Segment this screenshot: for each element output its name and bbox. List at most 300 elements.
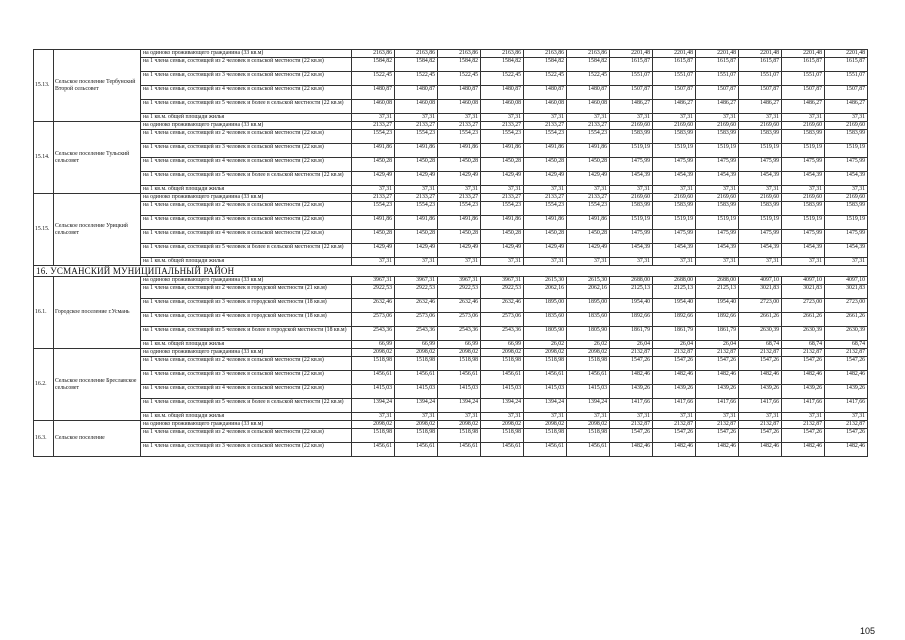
section-header-row — [34, 266, 868, 277]
value-cell: 1456,61 — [395, 443, 438, 457]
value-cell: 3021,83 — [739, 285, 782, 299]
value-cell: 2688,00 — [696, 277, 739, 285]
value-cell: 1554,23 — [395, 130, 438, 144]
value-cell: 1482,46 — [825, 371, 868, 385]
value-cell: 1475,99 — [825, 230, 868, 244]
value-cell: 37,31 — [610, 413, 653, 421]
row-description: на 1 члена семьи, состоящей из 2 человек в сельской местности (22 кв.м) — [141, 58, 352, 72]
value-cell: 37,31 — [739, 186, 782, 194]
value-cell: 1491,86 — [395, 216, 438, 230]
value-cell: 2661,26 — [782, 313, 825, 327]
value-cell: 1615,87 — [739, 58, 782, 72]
value-cell: 2169,60 — [739, 122, 782, 130]
value-cell: 1554,23 — [395, 202, 438, 216]
value-cell: 26,04 — [653, 341, 696, 349]
value-cell: 1892,66 — [696, 313, 739, 327]
value-cell: 1394,24 — [352, 399, 395, 413]
value-cell: 1547,26 — [653, 429, 696, 443]
table-row — [34, 144, 868, 158]
table-row — [34, 357, 868, 371]
value-cell: 37,31 — [481, 258, 524, 266]
settlement-code: 16.1. — [34, 277, 54, 349]
value-cell: 1584,82 — [567, 58, 610, 72]
value-cell: 1615,87 — [696, 58, 739, 72]
value-cell: 1519,19 — [653, 216, 696, 230]
value-cell: 1583,99 — [653, 130, 696, 144]
value-cell: 2098,02 — [481, 421, 524, 429]
value-cell: 37,31 — [825, 258, 868, 266]
value-cell: 1518,98 — [524, 357, 567, 371]
value-cell: 2543,36 — [395, 327, 438, 341]
value-cell: 1895,00 — [524, 299, 567, 313]
value-cell: 1518,98 — [438, 429, 481, 443]
value-cell: 1450,28 — [352, 230, 395, 244]
row-description: на 1 члена семьи, состоящей из 2 человек в сельской местности (22 кв.м) — [141, 202, 352, 216]
page-number: 105 — [859, 626, 875, 636]
value-cell: 1450,28 — [524, 158, 567, 172]
value-cell: 1522,45 — [395, 72, 438, 86]
value-cell: 1518,98 — [352, 429, 395, 443]
value-cell: 3967,31 — [481, 277, 524, 285]
value-cell: 1584,82 — [395, 58, 438, 72]
row-description: на 1 члена семьи, состоящей из 3 человек в сельской местности (22 кв.м) — [141, 443, 352, 457]
value-cell: 1475,99 — [782, 158, 825, 172]
row-description: на 1 кв.м. общей площади жилья — [141, 114, 352, 122]
value-cell: 2098,02 — [481, 349, 524, 357]
value-cell: 3967,31 — [352, 277, 395, 285]
table-row — [34, 399, 868, 413]
value-cell: 2132,87 — [653, 349, 696, 357]
value-cell: 1507,87 — [739, 86, 782, 100]
row-description: на 1 члена семьи, состоящей из 4 человек в сельской местности (22 кв.м) — [141, 158, 352, 172]
row-description: на 1 члена семьи, состоящей из 2 человек в городской местности (21 кв.м) — [141, 285, 352, 299]
table-row — [34, 216, 868, 230]
table-row — [34, 277, 868, 285]
table-row — [34, 443, 868, 457]
value-cell: 1439,26 — [653, 385, 696, 399]
value-cell: 1491,86 — [524, 144, 567, 158]
value-cell: 1583,99 — [739, 202, 782, 216]
table-row — [34, 349, 868, 357]
value-cell: 2133,27 — [395, 194, 438, 202]
value-cell: 1551,07 — [739, 72, 782, 86]
value-cell: 2630,39 — [782, 327, 825, 341]
value-cell: 2201,48 — [825, 50, 868, 58]
table-row — [34, 258, 868, 266]
value-cell: 68,74 — [782, 341, 825, 349]
value-cell: 1417,66 — [696, 399, 739, 413]
value-cell: 1482,46 — [696, 371, 739, 385]
value-cell: 1450,28 — [524, 230, 567, 244]
table-row — [34, 86, 868, 100]
value-cell: 2723,00 — [825, 299, 868, 313]
table-row — [34, 371, 868, 385]
value-cell: 1486,27 — [696, 100, 739, 114]
value-cell: 1554,23 — [524, 130, 567, 144]
value-cell: 1954,40 — [610, 299, 653, 313]
value-cell: 1460,08 — [567, 100, 610, 114]
table-row — [34, 194, 868, 202]
value-cell: 1460,08 — [481, 100, 524, 114]
value-cell: 37,31 — [825, 413, 868, 421]
value-cell: 1551,07 — [653, 72, 696, 86]
value-cell: 1615,87 — [653, 58, 696, 72]
value-cell: 1454,39 — [610, 244, 653, 258]
value-cell: 1394,24 — [481, 399, 524, 413]
value-cell: 1429,49 — [567, 172, 610, 186]
value-cell: 1584,82 — [524, 58, 567, 72]
value-cell: 1482,46 — [653, 371, 696, 385]
value-cell: 3967,31 — [395, 277, 438, 285]
value-cell: 1456,61 — [481, 443, 524, 457]
value-cell: 2688,00 — [610, 277, 653, 285]
value-cell: 1519,19 — [610, 144, 653, 158]
value-cell: 1554,23 — [481, 130, 524, 144]
value-cell: 37,31 — [696, 114, 739, 122]
value-cell: 1518,98 — [438, 357, 481, 371]
value-cell: 37,31 — [567, 258, 610, 266]
value-cell: 1507,87 — [696, 86, 739, 100]
value-cell: 1456,61 — [395, 371, 438, 385]
value-cell: 1518,98 — [352, 357, 395, 371]
value-cell: 1518,98 — [567, 429, 610, 443]
value-cell: 66,99 — [352, 341, 395, 349]
value-cell: 1439,26 — [739, 385, 782, 399]
table-row — [34, 202, 868, 216]
value-cell: 1547,26 — [696, 429, 739, 443]
value-cell: 1547,26 — [825, 357, 868, 371]
value-cell: 2132,87 — [782, 349, 825, 357]
value-cell: 1456,61 — [567, 371, 610, 385]
value-cell: 2098,02 — [395, 421, 438, 429]
value-cell: 1482,46 — [653, 443, 696, 457]
value-cell: 1583,99 — [739, 130, 782, 144]
value-cell: 1895,00 — [567, 299, 610, 313]
value-cell: 2169,60 — [739, 194, 782, 202]
value-cell: 1480,87 — [438, 86, 481, 100]
value-cell: 2169,60 — [610, 122, 653, 130]
value-cell: 1415,03 — [567, 385, 610, 399]
value-cell: 1491,86 — [524, 216, 567, 230]
row-description: на 1 члена семьи, состоящей из 4 человек в сельской местности (22 кв.м) — [141, 230, 352, 244]
value-cell: 37,31 — [782, 186, 825, 194]
value-cell: 1460,08 — [395, 100, 438, 114]
value-cell: 1456,61 — [524, 443, 567, 457]
value-cell: 1486,27 — [825, 100, 868, 114]
table-row — [34, 285, 868, 299]
value-cell: 1475,99 — [782, 230, 825, 244]
row-description: на 1 члена семьи, состоящей из 4 человек в сельской местности (22 кв.м) — [141, 385, 352, 399]
value-cell: 1583,99 — [825, 202, 868, 216]
value-cell: 1475,99 — [696, 158, 739, 172]
row-description: на одиноко проживающего гражданина (33 кв.м) — [141, 122, 352, 130]
value-cell: 1482,46 — [739, 371, 782, 385]
value-cell: 1486,27 — [653, 100, 696, 114]
table-row — [34, 421, 868, 429]
value-cell: 1547,26 — [610, 357, 653, 371]
value-cell: 2543,36 — [352, 327, 395, 341]
settlement-name: Городское поселение г.Усмань — [54, 277, 141, 349]
value-cell: 2573,06 — [395, 313, 438, 327]
value-cell: 2573,06 — [481, 313, 524, 327]
value-cell: 37,31 — [653, 258, 696, 266]
value-cell: 1429,49 — [395, 244, 438, 258]
value-cell: 2132,87 — [825, 349, 868, 357]
value-cell: 1519,19 — [653, 144, 696, 158]
value-cell: 66,99 — [481, 341, 524, 349]
value-cell: 2688,00 — [653, 277, 696, 285]
table-row — [34, 327, 868, 341]
value-cell: 1491,86 — [352, 216, 395, 230]
value-cell: 1429,49 — [481, 172, 524, 186]
value-cell: 2169,60 — [782, 122, 825, 130]
value-cell: 1583,99 — [825, 130, 868, 144]
value-cell: 4097,10 — [739, 277, 782, 285]
value-cell: 1519,19 — [739, 216, 782, 230]
value-cell: 1554,23 — [352, 130, 395, 144]
value-cell: 1551,07 — [696, 72, 739, 86]
value-cell: 37,31 — [395, 413, 438, 421]
value-cell: 37,31 — [481, 413, 524, 421]
settlement-name: Сельское поселение Тербунский Второй сельсовет — [54, 50, 141, 122]
value-cell: 1454,39 — [739, 244, 782, 258]
row-description: на 1 члена семьи, состоящей из 4 человек в городской местности (18 кв.м) — [141, 313, 352, 327]
value-cell: 37,31 — [524, 258, 567, 266]
value-cell: 37,31 — [352, 114, 395, 122]
value-cell: 2098,02 — [395, 349, 438, 357]
value-cell: 2922,53 — [481, 285, 524, 299]
value-cell: 2132,87 — [696, 349, 739, 357]
value-cell: 1518,98 — [524, 429, 567, 443]
value-cell: 1547,26 — [696, 357, 739, 371]
value-cell: 37,31 — [696, 186, 739, 194]
value-cell: 1547,26 — [739, 429, 782, 443]
value-cell: 26,04 — [610, 341, 653, 349]
value-cell: 1584,82 — [481, 58, 524, 72]
value-cell: 37,31 — [352, 258, 395, 266]
value-cell: 1456,61 — [352, 443, 395, 457]
value-cell: 1417,66 — [782, 399, 825, 413]
value-cell: 1518,98 — [481, 429, 524, 443]
value-cell: 1507,87 — [782, 86, 825, 100]
value-cell: 1429,49 — [438, 244, 481, 258]
value-cell: 1547,26 — [739, 357, 782, 371]
value-cell: 2201,48 — [782, 50, 825, 58]
value-cell: 2615,30 — [567, 277, 610, 285]
settlement-name: Сельское поселение Тульский сельсовет — [54, 122, 141, 194]
value-cell: 3967,31 — [438, 277, 481, 285]
table-row — [34, 114, 868, 122]
value-cell: 1450,28 — [352, 158, 395, 172]
value-cell: 2922,53 — [438, 285, 481, 299]
value-cell: 2098,02 — [352, 421, 395, 429]
row-description: на одиноко проживающего гражданина (33 кв.м) — [141, 421, 352, 429]
value-cell: 1394,24 — [438, 399, 481, 413]
value-cell: 37,31 — [696, 258, 739, 266]
value-cell: 1475,99 — [825, 158, 868, 172]
value-cell: 1554,23 — [524, 202, 567, 216]
row-description: на 1 члена семьи, состоящей из 2 человек в сельской местности (22 кв.м) — [141, 357, 352, 371]
value-cell: 2163,86 — [352, 50, 395, 58]
row-description: на 1 члена семьи, состоящей из 2 человек в сельской местности (22 кв.м) — [141, 130, 352, 144]
value-cell: 1554,23 — [567, 202, 610, 216]
value-cell: 37,31 — [438, 413, 481, 421]
value-cell: 2661,26 — [739, 313, 782, 327]
value-cell: 37,31 — [524, 413, 567, 421]
value-cell: 1429,49 — [438, 172, 481, 186]
value-cell: 1460,08 — [524, 100, 567, 114]
value-cell: 2132,87 — [696, 421, 739, 429]
value-cell: 1454,39 — [696, 244, 739, 258]
value-cell: 1835,60 — [524, 313, 567, 327]
value-cell: 2169,60 — [782, 194, 825, 202]
value-cell: 1615,87 — [782, 58, 825, 72]
value-cell: 37,31 — [610, 186, 653, 194]
row-description: на 1 члена семьи, состоящей из 3 человек в сельской местности (22 кв.м) — [141, 144, 352, 158]
value-cell: 1415,03 — [438, 385, 481, 399]
value-cell: 1554,23 — [567, 130, 610, 144]
value-cell: 1475,99 — [610, 158, 653, 172]
value-cell: 2169,60 — [610, 194, 653, 202]
value-cell: 2132,87 — [739, 349, 782, 357]
value-cell: 4097,10 — [825, 277, 868, 285]
value-cell: 2132,87 — [825, 421, 868, 429]
value-cell: 1456,61 — [438, 443, 481, 457]
value-cell: 1583,99 — [696, 202, 739, 216]
value-cell: 1547,26 — [653, 357, 696, 371]
row-description: на 1 члена семьи, состоящей из 5 человек и более в городской местности (18 кв.м) — [141, 327, 352, 341]
value-cell: 37,31 — [696, 413, 739, 421]
value-cell: 1417,66 — [653, 399, 696, 413]
value-cell: 37,31 — [481, 186, 524, 194]
value-cell: 37,31 — [739, 114, 782, 122]
value-cell: 1439,26 — [696, 385, 739, 399]
value-cell: 2098,02 — [524, 349, 567, 357]
value-cell: 1460,08 — [438, 100, 481, 114]
value-cell: 1482,46 — [739, 443, 782, 457]
value-cell: 1482,46 — [782, 443, 825, 457]
row-description: на 1 члена семьи, состоящей из 4 человек в сельской местности (22 кв.м) — [141, 86, 352, 100]
row-description: на 1 члена семьи, состоящей из 3 человек в городской местности (18 кв.м) — [141, 299, 352, 313]
value-cell: 37,31 — [395, 258, 438, 266]
value-cell: 37,31 — [782, 114, 825, 122]
table-row — [34, 58, 868, 72]
table-row — [34, 244, 868, 258]
value-cell: 1892,66 — [653, 313, 696, 327]
row-description: на 1 члена семьи, состоящей из 5 человек и более в сельской местности (22 кв.м) — [141, 399, 352, 413]
row-description: на одиноко проживающего гражданина (33 кв.м) — [141, 349, 352, 357]
value-cell: 1439,26 — [782, 385, 825, 399]
value-cell: 1805,90 — [567, 327, 610, 341]
value-cell: 1429,49 — [352, 172, 395, 186]
row-description: на 1 члена семьи, состоящей из 3 человек в сельской местности (22 кв.м) — [141, 216, 352, 230]
value-cell: 1454,39 — [696, 172, 739, 186]
row-description: на 1 кв.м. общей площади жилья — [141, 258, 352, 266]
value-cell: 3021,83 — [825, 285, 868, 299]
value-cell: 1482,46 — [825, 443, 868, 457]
row-description: на 1 кв.м. общей площади жилья — [141, 413, 352, 421]
value-cell: 1450,28 — [481, 158, 524, 172]
value-cell: 1429,49 — [524, 172, 567, 186]
value-cell: 2132,87 — [782, 421, 825, 429]
value-cell: 1519,19 — [739, 144, 782, 158]
value-cell: 1417,66 — [610, 399, 653, 413]
value-cell: 1507,87 — [653, 86, 696, 100]
value-cell: 2133,27 — [567, 122, 610, 130]
value-cell: 37,31 — [438, 258, 481, 266]
value-cell: 2125,13 — [610, 285, 653, 299]
settlement-code: 16.2. — [34, 349, 54, 421]
value-cell: 2169,60 — [653, 194, 696, 202]
value-cell: 1415,03 — [481, 385, 524, 399]
value-cell: 1522,45 — [567, 72, 610, 86]
value-cell: 1450,28 — [395, 158, 438, 172]
value-cell: 2133,27 — [524, 122, 567, 130]
value-cell: 1861,79 — [696, 327, 739, 341]
table-row — [34, 50, 868, 58]
value-cell: 1415,03 — [395, 385, 438, 399]
value-cell: 2125,13 — [653, 285, 696, 299]
value-cell: 1519,19 — [825, 144, 868, 158]
value-cell: 1482,46 — [696, 443, 739, 457]
settlement-code: 15.13. — [34, 50, 54, 122]
value-cell: 1415,03 — [524, 385, 567, 399]
value-cell: 2573,06 — [352, 313, 395, 327]
value-cell: 1454,39 — [610, 172, 653, 186]
value-cell: 37,31 — [782, 258, 825, 266]
value-cell: 1486,27 — [782, 100, 825, 114]
value-cell: 37,31 — [352, 413, 395, 421]
value-cell: 2163,86 — [395, 50, 438, 58]
value-cell: 1491,86 — [438, 144, 481, 158]
value-cell: 2098,02 — [567, 349, 610, 357]
value-cell: 2163,86 — [524, 50, 567, 58]
value-cell: 2098,02 — [352, 349, 395, 357]
value-cell: 2169,60 — [825, 122, 868, 130]
value-cell: 1861,79 — [610, 327, 653, 341]
value-cell: 1519,19 — [696, 144, 739, 158]
value-cell: 1450,28 — [481, 230, 524, 244]
value-cell: 1519,19 — [610, 216, 653, 230]
value-cell: 37,31 — [825, 114, 868, 122]
value-cell: 2133,27 — [567, 194, 610, 202]
value-cell: 1519,19 — [782, 144, 825, 158]
value-cell: 1460,08 — [352, 100, 395, 114]
table-row — [34, 230, 868, 244]
value-cell: 2133,27 — [438, 194, 481, 202]
value-cell: 1518,98 — [567, 357, 610, 371]
value-cell: 1480,87 — [395, 86, 438, 100]
value-cell: 1519,19 — [825, 216, 868, 230]
value-cell: 2630,39 — [739, 327, 782, 341]
value-cell: 1475,99 — [653, 158, 696, 172]
value-cell: 2543,36 — [481, 327, 524, 341]
table-row — [34, 313, 868, 327]
value-cell: 2201,48 — [610, 50, 653, 58]
value-cell: 2163,86 — [567, 50, 610, 58]
value-cell: 1554,23 — [481, 202, 524, 216]
value-cell: 1491,86 — [438, 216, 481, 230]
value-cell: 1491,86 — [481, 216, 524, 230]
value-cell: 4097,10 — [782, 277, 825, 285]
value-cell: 1491,86 — [567, 144, 610, 158]
value-cell: 2125,13 — [696, 285, 739, 299]
table-row — [34, 385, 868, 399]
value-cell: 1522,45 — [524, 72, 567, 86]
table-row — [34, 72, 868, 86]
value-cell: 37,31 — [567, 114, 610, 122]
value-cell: 37,31 — [610, 258, 653, 266]
